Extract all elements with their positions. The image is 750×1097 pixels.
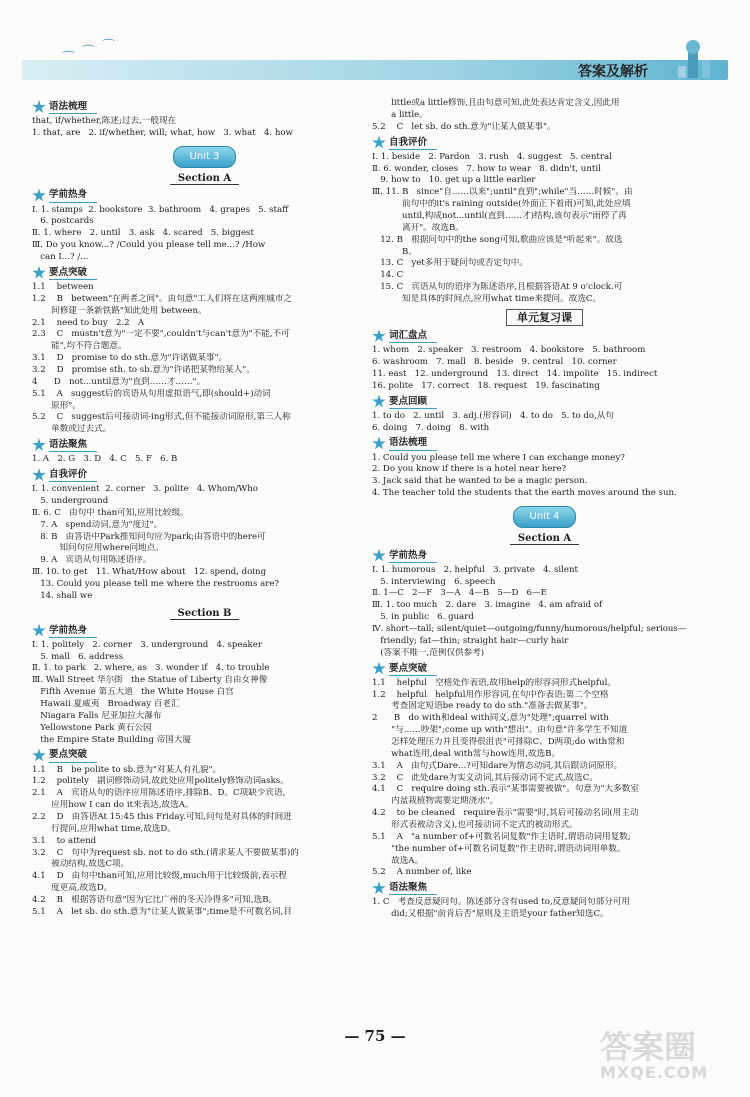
answer-line: 5.2 A number of, like: [372, 867, 472, 878]
answer-line: Ⅲ. Wall Street 华尔街 the Statue of Liberty 自由女神像: [32, 675, 268, 686]
answer-line: 2.1 need to buy 2.2 A: [32, 317, 145, 328]
section-heading: [32, 624, 377, 638]
watermark-logo: [600, 1030, 740, 1090]
answer-line: 14. C: [372, 270, 404, 281]
star-icon: [372, 136, 386, 150]
answer-line: 9. A 宾语从句用陈述语序。: [32, 555, 152, 566]
unit-banner: [372, 506, 717, 528]
section-heading: [372, 329, 717, 343]
answer-line: Yellowstone Park 黄石公园: [32, 722, 152, 733]
answer-line: 13. Could you please tell me where the restrooms are?: [32, 579, 280, 590]
answer-line: (答案不唯一,范例仅供参考): [372, 647, 485, 658]
answer-line: Ⅱ. 1—C 2—F 3—A 4—B 5—D 6—E: [372, 588, 547, 599]
section-heading: [372, 436, 717, 450]
answer-line: 5.2 C let sb. do sth.意为"让某人做某事"。: [372, 121, 556, 132]
star-icon: [372, 549, 386, 563]
section-heading-label: 语法梳理: [389, 436, 437, 450]
bird-icon: ⌒: [82, 45, 96, 60]
answer-line: Ⅲ. 1. too much 2. dare 3. imagine 4. am afraid of: [372, 600, 603, 611]
answer-line: 前句中的it's raining outside(外面正下着雨)可知,此处应填: [372, 199, 631, 210]
answer-line: 1.2 B between"在两者之间"。由句意"工人们将在这两座城市之: [32, 293, 292, 304]
star-icon: [32, 468, 46, 482]
answer-line: 5.1 A "a number of+可数名词复数"作主语时,谓语动词用复数;: [372, 831, 631, 842]
section-heading-label: 学前热身: [49, 624, 97, 638]
answer-line: 2.3 C mustn't意为"一定不要",couldn't与can't意为"不能,不可: [32, 329, 290, 340]
section-title: [32, 172, 377, 186]
answer-line: 7. A spend动词,意为"度过"。: [32, 519, 163, 530]
answer-line: "与……吵架";come up with"想出"。由句意"许多学生不知道: [372, 725, 628, 736]
answer-line: Ⅰ. 1. stamps 2. bookstore 3. bathroom 4. grapes 5. staff: [32, 204, 289, 215]
bird-icon: ⌒: [62, 51, 76, 66]
tower-icon: [674, 38, 720, 84]
answer-line: 4.2 B 根据答语句意"因为它比广州的冬天冷得多"可知,选B。: [32, 894, 278, 905]
section-title-text: Section A: [510, 533, 579, 545]
answer-line: 14. shall we: [32, 590, 93, 601]
star-icon: [32, 438, 46, 452]
answer-line: 15. C 宾语从句的语序为陈述语序,且根据答语At 9 o'clock.可: [372, 282, 623, 293]
answer-line: 内盆栽植物需要定期浇水"。: [372, 796, 499, 807]
answer-line: 16. polite 17. correct 18. request 19. fascinating: [372, 380, 600, 391]
answer-line: 12. B 根据问句中的the song可知,歌曲应该是"听起来"。故选: [372, 234, 623, 245]
answer-line: Ⅱ. 6. wonder, closes 7. how to wear 8. didn't, until: [372, 163, 601, 174]
answer-line: a little。: [372, 109, 428, 120]
answer-line: 5.1 A suggest后的宾语从句用虚拟语气,即(should+)动词: [32, 388, 271, 399]
answer-line: 故选A。: [372, 855, 424, 866]
star-icon: [32, 266, 46, 280]
answer-line: 5. interviewing 6. speech: [372, 576, 496, 587]
right-column: [372, 98, 717, 921]
section-heading: [372, 395, 717, 409]
section-heading: [32, 438, 377, 452]
watermark-url: MXQE.COM: [600, 1063, 709, 1082]
answer-line: 怎样处理压力并且变得很沮丧"可排除C、D两项;do with常和: [372, 736, 625, 747]
answer-line: Ⅰ. 1. beside 2. Pardon 3. rush 4. suggest 5. central: [372, 151, 612, 162]
section-heading-label: 语法聚焦: [389, 881, 437, 895]
answer-line: 4. The teacher told the students that the earth moves around the sun.: [372, 488, 677, 499]
answer-line: 1.2 politely 副词修饰动词,故此处应用politely修饰动词asks。: [32, 776, 289, 787]
section-heading-label: 自我评价: [49, 468, 97, 482]
answer-line: 3.2 C 此处dare为实义动词,其后接动词不定式,故选C。: [372, 772, 598, 783]
section-heading: [32, 100, 377, 114]
section-title: [32, 607, 377, 621]
answer-line: 1.1 helpful 空格处作表语,故用help的形容词形式helpful。: [372, 677, 616, 688]
star-icon: [32, 188, 46, 202]
answer-line: 5. underground: [32, 496, 109, 507]
section-heading-label: 要点突破: [49, 748, 97, 762]
answer-line: Ⅲ. 11. B since"自……以来";until"直到";while"当……时候"。由: [372, 187, 633, 198]
answer-line: B。: [372, 246, 417, 257]
answer-line: 1. to do 2. until 3. adj.(形容词) 4. to do 5. to do,从句: [372, 410, 614, 421]
answer-line: Ⅲ. 10. to get 11. What/How about 12. spend, doing: [32, 567, 267, 578]
answer-line: 知是具体的时间点,应用what time来提问。故选C。: [372, 294, 602, 304]
page-header: [22, 36, 728, 86]
answer-line: the Empire State Building 帝国大厦: [32, 734, 192, 745]
answer-line: 考查固定短语be ready to do sth."准备去做某事"。: [372, 701, 593, 712]
answer-line: 2.2 D 由答语At 15:45 this Friday.可知,问句是对具体的时间进: [32, 811, 292, 822]
answer-line: until,构成not...until(直到……才)结构,该句表示"雨停了再: [372, 210, 627, 221]
answer-line: 行提问,应用what time,故选D。: [32, 823, 176, 834]
answer-line: Ⅰ. 1. politely 2. corner 3. underground 4. speaker: [32, 639, 262, 650]
review-title: [372, 310, 717, 325]
answer-line: 3.1 A 由句式Dare...?可知dare为情态动词,其后跟动词原形。: [372, 760, 623, 771]
answer-line: 度更高,故选D。: [32, 883, 113, 894]
section-heading: [372, 881, 717, 895]
section-heading: [372, 549, 717, 563]
section-heading-label: 学前热身: [49, 188, 97, 202]
section-heading-label: 学前热身: [389, 549, 437, 563]
star-icon: [32, 624, 46, 638]
answer-line: 11. east 12. underground 13. direct 14. impolite 15. indirect: [372, 368, 658, 379]
answer-line: that, if/whether,陈述;过去,一般现在: [32, 116, 177, 127]
answer-line: 4.1 C require doing sth.表示"某事需要被做"。句意为"大多数室: [372, 784, 639, 795]
section-heading: [32, 266, 377, 280]
answer-line: "the number of+可数名词复数"作主语时,谓语动词用单数。: [372, 843, 626, 854]
answer-line: friendly; fat—thin; straight hair—curly hair: [372, 635, 569, 646]
bird-icon: ⌒: [102, 39, 116, 54]
section-heading-label: 要点突破: [49, 266, 97, 280]
answer-line: 间修建一条新铁路"知此处用 between。: [32, 305, 207, 316]
answer-line: what连用,deal with常与how连用,故选B。: [372, 748, 561, 759]
answer-line: 被动结构,故选C项。: [32, 859, 130, 870]
answer-line: 1. Could you please tell me where I can exchange money?: [372, 452, 625, 463]
answer-line: 5.2 C suggest后可接动词-ing形式,但不能接动词原形,第三人称: [32, 412, 291, 423]
star-icon: [372, 662, 386, 676]
answer-line: Ⅰ. 1. convenient 2. corner 3. polite 4. Whom/Who: [32, 484, 258, 495]
answer-line: 2 B do with和deal with同义,意为"处理";quarrel with: [372, 713, 609, 724]
star-icon: [32, 100, 46, 114]
page-number: — 75 —: [344, 1027, 406, 1045]
section-heading: [32, 748, 377, 762]
answer-line: 3. Jack said that he wanted to be a magic person.: [372, 476, 588, 487]
section-heading-label: 词汇盘点: [389, 329, 437, 343]
answer-line: 5. mall 6. address: [32, 651, 124, 662]
answer-line: 4.1 D 由句中than可知,应用比较级,much用于比较级前,表示程: [32, 871, 287, 882]
answer-line: Ⅲ. Do you know...? /Could you please tell me...? /How: [32, 240, 266, 251]
star-icon: [372, 395, 386, 409]
section-title-text: Section A: [170, 173, 239, 185]
answer-line: 2. Do you know if there is a hotel near here?: [372, 464, 567, 475]
answer-line: 1.2 helpful helpful用作形容词,在句中作表语;第二个空格: [372, 689, 609, 700]
answer-line: 6. postcards: [32, 216, 94, 227]
section-title-text: Section B: [170, 608, 240, 620]
review-title-text: 单元复习课: [506, 309, 583, 326]
answer-line: 5. in public 6. guard: [372, 612, 474, 623]
answer-line: 形式表被动含义),也可接动词不定式的被动形式。: [372, 819, 578, 830]
answer-line: 1. C 考查反意疑问句。陈述部分含有used to,反意疑问句部分可用: [372, 897, 630, 908]
section-heading-label: 自我评价: [389, 136, 437, 150]
section-heading-label: 语法聚焦: [49, 438, 97, 452]
answer-line: Ⅳ. short—tall; silent/quiet—outgoing/funny/humorous/helpful; serious—: [372, 623, 687, 634]
answer-line: Ⅱ. 6. C 由句中 than可知,应用比较级。: [32, 507, 189, 518]
answer-line: 能",均不符合题意。: [32, 341, 127, 352]
unit-title: Unit 3: [173, 146, 237, 168]
answer-line: 1. that, are 2. if/whether, will; what, how 3. what 4. how: [32, 127, 293, 138]
answer-line: 5.1 A let sb. do sth.意为"让某人做某事";time是不可数名词,目: [32, 906, 292, 917]
answer-line: 2.1 A 宾语从句的语序应用陈述语序,排除B、D。C项缺少宾语,: [32, 788, 286, 799]
answer-line: 3.1 D promise to do sth.意为"许诺做某事"。: [32, 353, 228, 364]
answer-line: 1. A 2. G 3. D 4. C 5. F 6. B: [32, 454, 178, 465]
section-heading-label: 要点回顾: [389, 395, 437, 409]
answer-line: 单数或过去式。: [32, 424, 112, 435]
answer-line: Niagara Falls 尼亚加拉大瀑布: [32, 710, 162, 721]
answer-line: Ⅱ. 1. to park 2. where, as 3. wonder if 4. to trouble: [32, 663, 270, 674]
star-icon: [32, 748, 46, 762]
answer-line: 1.1 B be polite to sb.意为"对某人有礼貌"。: [32, 764, 222, 775]
unit-banner: [32, 146, 377, 168]
section-title: [372, 532, 717, 546]
section-heading: [32, 468, 377, 482]
answer-line: 离开"。故选B。: [372, 222, 464, 233]
answer-line: 1.1 between: [32, 281, 94, 292]
answer-line: 13. C yet多用于疑问句或否定句中。: [372, 258, 528, 269]
star-icon: [372, 881, 386, 895]
left-column: [32, 98, 377, 919]
section-heading: [372, 662, 717, 676]
answer-line: 1. whom 2. speaker 3. restroom 4. bookstore 5. bathroom: [372, 345, 646, 356]
answer-line: little或a little修饰,且由句意可知,此处表达肯定含义,因此用: [372, 98, 620, 108]
answer-line: Hawaii 夏威夷 Broadway 百老汇: [32, 698, 180, 709]
answer-line: 9. how to 10. get up a little earlier: [372, 175, 536, 186]
answer-line: 3.1 to attend: [32, 835, 97, 846]
answer-line: 3.2 D promise sth. to sb.意为"许诺把某物给某人"。: [32, 364, 255, 375]
answer-line: 6. doing 7. doing 8. with: [372, 422, 490, 433]
answer-line: 3.2 C 句中为request sb. not to do sth.(请求某人不要做某事)的: [32, 847, 299, 858]
answer-line: 8. B 由答语中Park推知问句应为park;由答语中的here可: [32, 531, 266, 542]
answer-line: Fifth Avenue 第五大道 the White House 白宫: [32, 687, 234, 698]
section-heading-label: 要点突破: [389, 662, 437, 676]
answer-line: did;又根据"前肯后否"原则及主语是your father知选C。: [372, 909, 609, 920]
answer-line: can I...? /...: [32, 251, 89, 262]
answer-line: Ⅱ. 1. where 2. until 3. ask 4. scared 5. biggest: [32, 228, 254, 239]
answer-line: 应用how I can do it来表达,故选A。: [32, 800, 194, 811]
header-title: 答案及解析: [578, 64, 648, 80]
answer-line: 6. washroom 7. mall 8. beside 9. central 10. corner: [372, 357, 617, 367]
unit-title: Unit 4: [513, 506, 577, 528]
star-icon: [372, 436, 386, 450]
watermark-text: 答案圈: [600, 1028, 697, 1066]
section-heading: [372, 136, 717, 150]
answer-line: 知问句应用where问地点。: [32, 543, 164, 554]
star-icon: [372, 329, 386, 343]
section-heading: [32, 188, 377, 202]
answer-line: 4 D not...until意为"直到……才……"。: [32, 376, 206, 387]
answer-line: 原形"。: [32, 400, 81, 411]
section-heading-label: 语法梳理: [49, 100, 97, 114]
answer-line: 4.2 to be cleaned require表示"需要"时,其后可接动名词(用主动: [372, 808, 639, 819]
answer-line: Ⅰ. 1. humorous 2. helpful 3. private 4. silent: [372, 564, 578, 575]
